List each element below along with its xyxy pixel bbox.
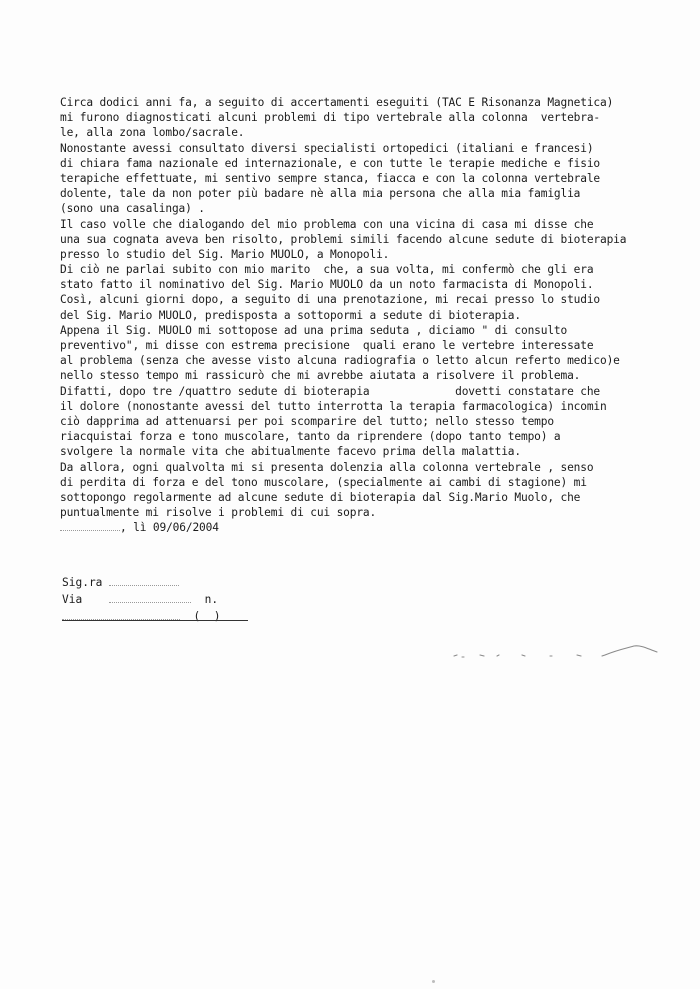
- letter-line: Difatti, dopo tre /quattro sedute di bioterapia dovetti constatare che: [60, 384, 601, 398]
- letter-line: Il caso volle che dialogando del mio problema con una vicina di casa mi disse che: [60, 217, 594, 231]
- letter-line: una sua cognata aveva ben risolto, problemi simili facendo alcune sedute di bioterapia: [60, 232, 627, 246]
- redacted-place: [60, 522, 120, 531]
- street-label: Via: [62, 593, 83, 606]
- letter-line: presso lo studio del Sig. Mario MUOLO, a Monopoli.: [60, 247, 390, 261]
- letter-line: del Sig. Mario MUOLO, predisposta a sottopormi a sedute di bioterapia.: [60, 308, 521, 322]
- redacted-city: [62, 611, 180, 620]
- letter-line: Così, alcuni giorni dopo, a seguito di una prenotazione, mi recai presso lo studio: [60, 293, 601, 307]
- date-text: , lì 09/06/2004: [120, 521, 219, 535]
- letter-line: Circa dodici anni fa, a seguito di accertamenti eseguiti (TAC E Risonanza Magnetica): [60, 96, 614, 109]
- letter-line: puntualmente mi risolve i problemi di cui sopra.: [60, 506, 377, 520]
- letter-line: mi furono diagnosticati alcuni problemi di tipo vertebrale alla colonna vertebra-: [60, 111, 601, 125]
- sender-city-row: [62, 608, 262, 625]
- letter-line: di perdita di forza e del tono muscolare, (specialmente ai cambi di stagione) mi: [60, 475, 587, 489]
- redacted-name: [109, 577, 179, 586]
- letter-line: Nonostante avessi consultato diversi specialisti ortopedici (italiani e francesi): [60, 141, 594, 155]
- letter-line: terapiche effettuate, mi sentivo sempre stanca, fiacca e con la colonna vertebrale: [60, 171, 601, 185]
- paper-speck: [432, 980, 435, 983]
- letter-line: dolente, tale da non poter più badare nè alla mia persona che alla mia famiglia: [60, 187, 581, 201]
- sender-block: [62, 574, 262, 625]
- letter-line: Da allora, ogni qualvolta mi si presenta dolenzia alla colonna vertebrale , senso: [60, 460, 594, 474]
- number-label: n.: [204, 593, 219, 606]
- letter-line: svolgere la normale vita che abitualmente facevo prima della malattia.: [60, 445, 521, 459]
- letter-line: al problema (senza che avesse visto alcuna radiografia o letto alcun referto medico)e: [60, 354, 620, 368]
- letter-line: Di ciò ne parlai subito con mio marito che, a sua volta, mi confermò che gli era: [60, 263, 594, 277]
- sender-name-row: [62, 574, 262, 591]
- sender-title: Sig.ra: [62, 576, 103, 589]
- letter-line: il dolore (nonostante avessi del tutto interrotta la terapia farmacologica) incomin: [60, 399, 607, 413]
- letter-body: [60, 95, 660, 535]
- signature-mark: [452, 640, 662, 664]
- date-line: [60, 520, 660, 535]
- letter-line: sottopongo regolarmente ad alcune sedute di bioterapia dal Sig.Mario Muolo, che: [60, 490, 581, 504]
- letter-line: ciò dapprima ad attenuarsi per poi scomparire del tutto; nello stesso tempo: [60, 414, 554, 428]
- sender-street-row: [62, 591, 262, 608]
- letter-line: nello stesso tempo mi rassicurò che mi avrebbe aiutata a risolvere il problema.: [60, 369, 581, 383]
- letter-line: Appena il Sig. MUOLO mi sottopose ad una prima seduta , diciamo " di consulto: [60, 323, 568, 337]
- letter-line: (sono una casalinga) .: [60, 202, 205, 216]
- letter-line: le, alla zona lombo/sacrale.: [60, 126, 245, 140]
- redacted-street: [109, 594, 191, 603]
- province-parens: ( ): [193, 610, 221, 623]
- letter-line: riacquistai forza e tono muscolare, tanto da riprendere (dopo tanto tempo) a: [60, 430, 561, 444]
- address-underline: [62, 620, 248, 621]
- letter-line: stato fatto il nominativo del Sig. Mario MUOLO da un noto farmacista di Monopoli.: [60, 278, 594, 292]
- letter-line: preventivo", mi disse con estrema precisione quali erano le vertebre interessate: [60, 339, 594, 352]
- letter-line: di chiara fama nazionale ed internazionale, e con tutte le terapie mediche e fisio: [60, 156, 601, 170]
